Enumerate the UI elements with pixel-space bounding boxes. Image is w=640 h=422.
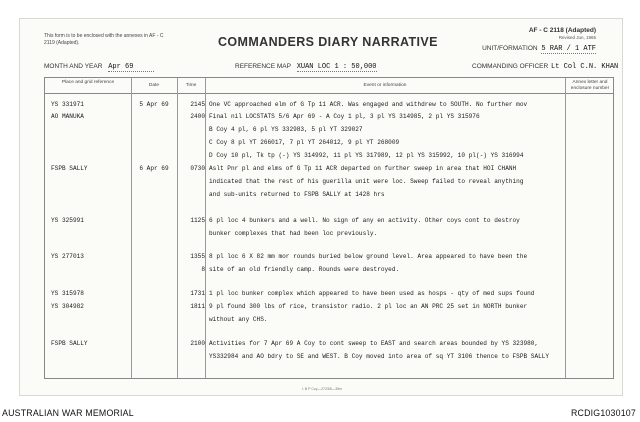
event-cell: site of an old friendly camp. Rounds were destroyed. — [209, 266, 400, 273]
diary-table — [44, 77, 614, 379]
place-cell: YS 315978 — [51, 290, 84, 297]
column-header-time: Time — [185, 83, 197, 88]
table-row — [45, 163, 613, 175]
event-cell: D Coy 10 pl, Tk tp (-) YS 314992, 11 pl YS 317989, 12 pl YS 315992, 10 pl(-) YS 316994 — [209, 152, 524, 159]
event-cell: bunker complexes that had been loc previously. — [209, 230, 378, 237]
table-row — [45, 111, 613, 123]
reference-map-label: REFERENCE MAP — [235, 63, 291, 70]
time-cell: 2100 — [190, 340, 205, 347]
table-body — [45, 94, 613, 378]
place-cell: FSPB SALLY — [51, 165, 88, 172]
event-cell: B Coy 4 pl, 6 pl YS 332983, 5 pl YT 329027 — [209, 126, 363, 133]
event-cell: 9 pl found 300 lbs of rice, transistor radio. 2 pl loc an AN PRC 25 set in NORTH bunker — [209, 303, 528, 310]
table-row — [45, 176, 613, 188]
event-cell: and sub-units returned to FSPB SALLY at 1428 hrs — [209, 191, 385, 198]
time-cell: 0730 — [190, 165, 205, 172]
table-row — [45, 338, 613, 350]
column-header-event: Event or information — [363, 83, 407, 88]
commanding-officer-value: Lt Col C.N. KHAN — [551, 63, 619, 71]
table-row — [45, 215, 613, 227]
table-row — [45, 264, 613, 276]
form-revision: Revised Jun, 1965 — [558, 35, 596, 40]
reference-map-value: XUAN LOC 1 : 50,000 — [296, 63, 377, 71]
place-cell: YS 277013 — [51, 253, 84, 260]
time-cell: 1125 — [190, 217, 205, 224]
time-cell: 2400 — [190, 113, 205, 120]
unit-value: 5 RAR / 1 ATF — [541, 45, 596, 53]
event-cell: 1 pl loc bunker complex which appeared to have been used as hosps - qty of med sups found — [209, 290, 535, 297]
time-cell: 8 — [201, 266, 205, 273]
month-year-field — [44, 63, 154, 72]
date-cell: 6 Apr 69 — [139, 165, 169, 172]
event-cell: YS332984 and AO bdry to SE and WEST. B Coy moved into area of sq YT 3106 thence to FSPB SALLY — [209, 353, 550, 360]
commanding-officer-field — [472, 63, 618, 71]
table-row — [45, 288, 613, 300]
unit-label: UNIT/FORMATION — [482, 45, 538, 52]
form-instruction-note: This form is to be enclosed with the annexes in AF - C 2119 (Adapted). — [44, 33, 164, 46]
place-cell: FSPB SALLY — [51, 340, 88, 347]
month-year-label: MONTH AND YEAR — [44, 63, 103, 70]
printer-footer: I. B P Coy—272/65—35m — [301, 387, 343, 391]
table-row — [45, 150, 613, 162]
unit-formation-field — [482, 45, 596, 54]
event-cell: Activities for 7 Apr 69 A Coy to cont sweep to EAST and search areas bounded by YS 323980, — [209, 340, 539, 347]
form-number: AF - C 2118 (Adapted) — [528, 27, 596, 34]
table-row — [45, 189, 613, 201]
event-cell: C Coy 8 pl YT 266017, 7 pl YT 264012, 9 pl YT 268009 — [209, 139, 400, 146]
table-row — [45, 314, 613, 326]
time-cell: 2145 — [190, 101, 205, 108]
time-cell: 1811 — [190, 303, 205, 310]
commanding-officer-label: COMMANDING OFFICER — [472, 63, 549, 70]
table-row — [45, 137, 613, 149]
place-cell: YS 331971 — [51, 101, 84, 108]
event-cell: without any CHS. — [209, 316, 268, 323]
time-cell: 1731 — [190, 290, 205, 297]
event-cell: Aslt Pnr pl and elms of G Tp 11 ACR departed on further sweep in area that HOI CHANH — [209, 165, 517, 172]
month-year-value: Apr 69 — [108, 63, 154, 72]
table-row — [45, 351, 613, 363]
place-cell: YS 325991 — [51, 217, 84, 224]
table-row — [45, 124, 613, 136]
diary-page — [19, 18, 623, 396]
event-cell: indicated that the rest of his guerilla unit were loc. Sweep failed to reveal anything — [209, 178, 524, 185]
document-title: COMMANDERS DIARY NARRATIVE — [218, 35, 438, 49]
event-cell: 6 pl loc 4 bunkers and a well. No sign of any en activity. Other coys cont to destroy — [209, 217, 520, 224]
table-row — [45, 228, 613, 240]
table-row — [45, 99, 613, 111]
place-cell: AO MANUKA — [51, 113, 84, 120]
event-cell: One VC approached elm of G Tp 11 ACR. Was engaged and withdrew to SOUTH. No further mov — [209, 101, 528, 108]
column-header-annex: Annex letter and enclosure number — [570, 80, 610, 91]
column-header-place: Place and grid reference — [61, 80, 115, 85]
event-cell: Final nil LOCSTATS 5/6 Apr 69 - A Coy 1 pl, 3 pl YS 314985, 2 pl YS 315976 — [209, 113, 480, 120]
place-cell: YS 304982 — [51, 303, 84, 310]
archive-reference-id: RCDIG1030107 — [571, 408, 636, 418]
column-header-date: Date — [148, 83, 160, 88]
time-cell: 1355 — [190, 253, 205, 260]
table-row — [45, 251, 613, 263]
archive-credit: AUSTRALIAN WAR MEMORIAL — [2, 408, 134, 418]
date-cell: 5 Apr 69 — [139, 101, 169, 108]
table-row — [45, 301, 613, 313]
event-cell: 8 pl loc 6 X 82 mm mor rounds buried below ground level. Area appeared to have been the — [209, 253, 528, 260]
reference-map-field — [235, 63, 377, 72]
